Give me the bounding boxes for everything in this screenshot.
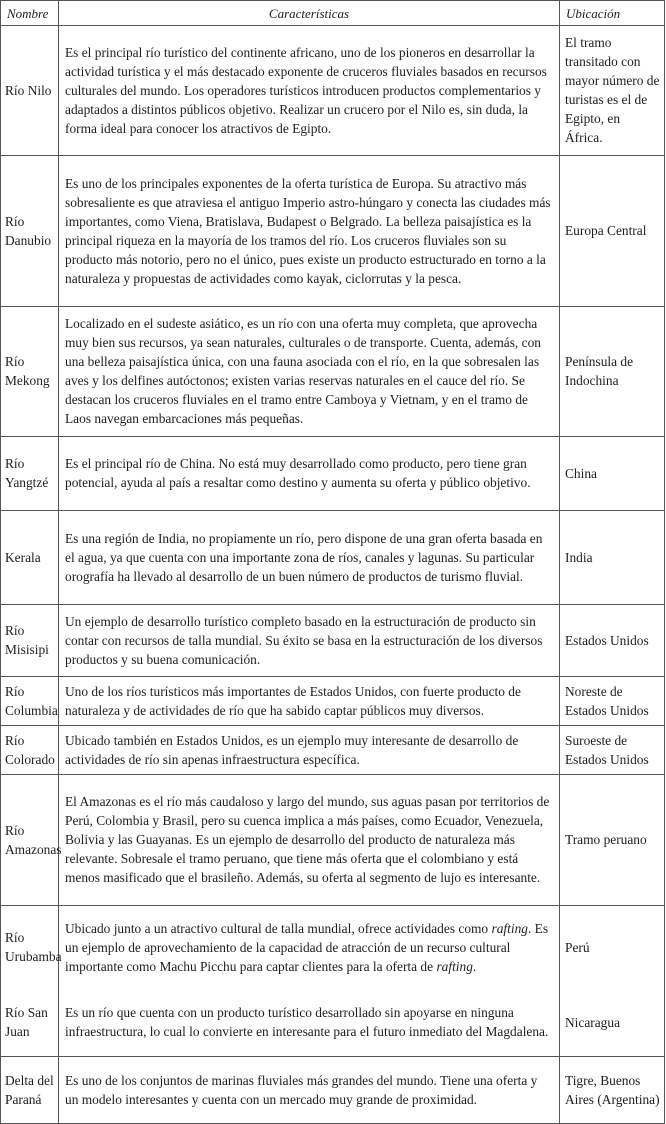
river-name: Río Urubamba	[1, 905, 59, 989]
table-row	[1, 155, 665, 306]
table-row	[1, 437, 665, 510]
river-location: Península de Indochina	[560, 306, 665, 437]
river-name: Río Nilo	[1, 26, 59, 156]
river-name: Río Yangtzé	[1, 437, 59, 510]
column-header-ubicacion: Ubicación	[560, 1, 665, 26]
river-description: Es un río que cuenta con un producto turístico desarrollado sin apoyarse en ninguna infraestructura, lo cual lo convierte en interesante para el futuro inmediato del Magdalena.	[59, 989, 560, 1056]
column-header-caracteristicas: Características	[59, 1, 560, 26]
river-description: Uno de los ríos turísticos más importantes de Estados Unidos, con fuerte producto de naturaleza y de actividades de río que ha sabido captar públicos muy diversos.	[59, 677, 560, 726]
table-row	[1, 774, 665, 905]
table-row	[1, 510, 665, 604]
river-name: Delta del Paraná	[1, 1056, 59, 1123]
table-row	[1, 26, 665, 156]
river-name: Río Columbia	[1, 677, 59, 726]
river-location: Estados Unidos	[560, 604, 665, 676]
river-name: Río Colorado	[1, 725, 59, 774]
river-description: Es una región de India, no propiamente un río, pero dispone de una gran oferta basada en el agua, ya que cuenta con una importante zona de ríos, canales y lagunas. Su particular orografía ha llevado al desarrollo de un buen número de productos de turismo fluvial.	[59, 510, 560, 604]
table-row	[1, 725, 665, 774]
river-name: Río Misisipi	[1, 604, 59, 676]
river-location: Perú	[560, 905, 665, 989]
table-row	[1, 677, 665, 726]
river-location: Tigre, Buenos Aires (Argentina)	[560, 1056, 665, 1123]
table-row	[1, 306, 665, 437]
river-description: Un ejemplo de desarrollo turístico completo basado en la estructuración de producto sin contar con recursos de talla mundial. Su éxito se basa en la estructuración de los diversos productos y su buena comunicación.	[59, 604, 560, 676]
river-description: Es uno de los conjuntos de marinas fluviales más grandes del mundo. Tiene una oferta y un modelo interesantes y cuenta con un mercado muy grande de proximidad.	[59, 1056, 560, 1123]
rafting-term: rafting	[491, 920, 528, 936]
river-location: Suroeste de Estados Unidos	[560, 725, 665, 774]
river-location: Noreste de Estados Unidos	[560, 677, 665, 726]
description-text: Ubicado junto a un atractivo cultural de talla mundial, ofrece actividades como	[65, 920, 489, 936]
river-description: Es el principal río turístico del continente africano, uno de los pioneros en desarrollar la actividad turística y el más destacado exponente de cruceros fluviales basados en recursos culturales del mundo. Los operadores turísticos introducen productos complementarios y adaptados a distintos públicos objetivo. Realizar un crucero por el Nilo es, sin duda, la forma ideal para conocer los atractivos de Egipto.	[59, 26, 560, 156]
river-description: El Amazonas es el río más caudaloso y largo del mundo, sus aguas pasan por territorios de Perú, Colombia y Brasil, pero su cuenca implica a más países, como Ecuador, Venezuela, Bolivia y las Guayanas. Es un ejemplo de desarrollo del producto de naturaleza más relevante. Sobresale el tramo peruano, que tiene más oferta que el colombiano y está menos masificado que el brasileño. Además, su oferta al segmento de lujo es interesante.	[59, 774, 560, 905]
table-row	[1, 989, 665, 1056]
river-location: Tramo peruano	[560, 774, 665, 905]
river-name: Río Amazonas	[1, 774, 59, 905]
river-description: Ubicado también en Estados Unidos, es un ejemplo muy interesante de desarrollo de actividades de río sin apenas infraestructura específica.	[59, 725, 560, 774]
river-location: India	[560, 510, 665, 604]
description-text: . Es un ejemplo de aprovechamiento de la capacidad de atracción de un recurso cultural importante como Machu Picchu para captar clientes para la oferta de	[65, 920, 549, 974]
river-description: Es uno de los principales exponentes de la oferta turística de Europa. Su atractivo más sobresaliente es que atraviesa el antiguo Imperio astro-húngaro y conecta las ciudades más importantes, como Viena, Bratislava, Budapest o Belgrado. La belleza paisajística es la principal riqueza en la mayoría de los tramos del río. Los cruceros fluviales son su producto más notorio, pero no el único, pues existe un producto estructurado en torno a la naturaleza y propuestas de actividades como kayak, ciclorrutas y la pesca.	[59, 155, 560, 306]
river-location: El tramo transitado con mayor número de turistas es el de Egipto, en África.	[560, 26, 665, 156]
river-location: China	[560, 437, 665, 510]
rafting-term: rafting	[436, 958, 473, 974]
river-description: Localizado en el sudeste asiático, es un río con una oferta muy completa, que aprovecha muy bien sus recursos, ya sean naturales, culturales o de transporte. Cuenta, además, con una belleza paisajística única, con una fauna asociada con el río, en la que sobresalen las aves y los delfines autóctonos; existen varias reservas naturales en el cauce del río. Se destacan los cruceros fluviales en el tramo entre Camboya y Vietnam, y en el tramo de Laos navegan embarcaciones más pequeñas.	[59, 306, 560, 437]
table-header-row	[1, 1, 665, 26]
river-name: Río San Juan	[1, 989, 59, 1056]
table-row	[1, 905, 665, 989]
table-row	[1, 1056, 665, 1123]
river-name: Río Mekong	[1, 306, 59, 437]
river-description: Es el principal río de China. No está muy desarrollado como producto, pero tiene gran potencial, ayuda al país a resaltar como destino y aumenta su oferta y público objetivo.	[59, 437, 560, 510]
river-name: Río Danubio	[1, 155, 59, 306]
description-text: .	[472, 958, 477, 974]
column-header-nombre: Nombre	[1, 1, 59, 26]
river-name: Kerala	[1, 510, 59, 604]
table-row	[1, 604, 665, 676]
river-location: Nicaragua	[560, 989, 665, 1056]
river-description	[59, 905, 560, 989]
river-location: Europa Central	[560, 155, 665, 306]
